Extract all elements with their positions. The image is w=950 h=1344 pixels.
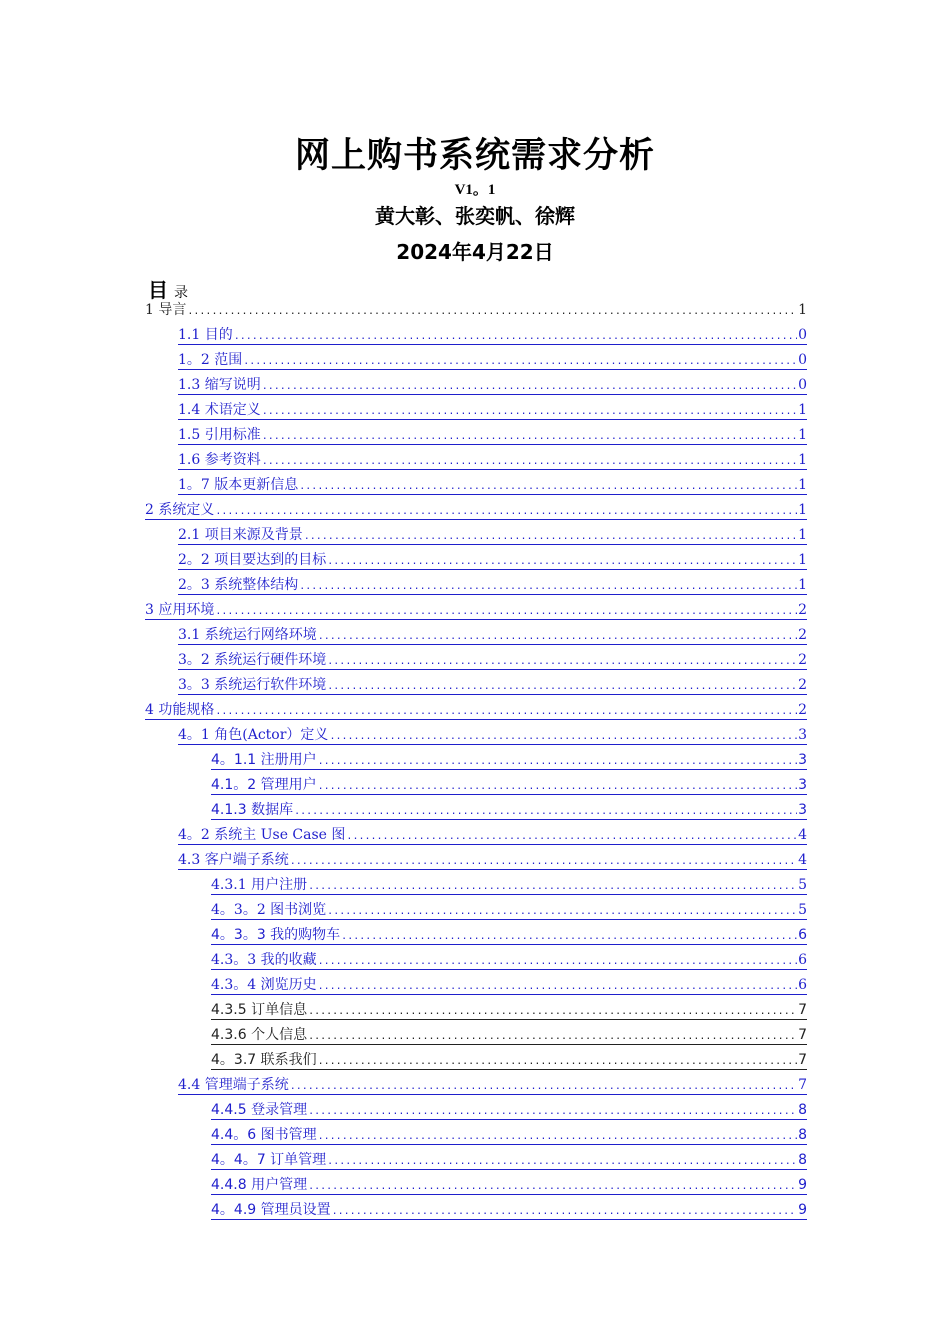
toc-entry[interactable]: 4.1.3 数据库 ..... 3 (211, 799, 807, 820)
toc-entry[interactable]: 3。2 系统运行硬件环境 ..... 2 (178, 649, 807, 670)
toc-entry[interactable]: 1.1 目的 ..... 0 (178, 324, 807, 345)
toc-entry[interactable]: 2。2 项目要达到的目标 ..... 1 (178, 549, 807, 570)
toc-entry[interactable]: 4.1。2 管理用户 ..... 3 (211, 774, 807, 795)
toc-entry[interactable]: 2 系统定义 ..... 1 (145, 499, 807, 520)
toc-entry[interactable]: 1.5 引用标准 ..... 1 (178, 424, 807, 445)
toc-entry[interactable]: 4.3.6 个人信息 ..... 7 (211, 1024, 807, 1045)
document-version: V1。1 (454, 182, 496, 198)
toc-entry[interactable]: 4.4.8 用户管理 ..... 9 (211, 1174, 807, 1195)
toc-entry[interactable]: 4。2 系统主 Use Case 图 ..... 4 (178, 824, 807, 845)
document-authors: 黄大彰、张奕帆、徐辉 (375, 204, 575, 228)
toc-entry[interactable]: 4.3。4 浏览历史 ..... 6 (211, 974, 807, 995)
toc-heading-small: 录 (174, 285, 188, 301)
toc-heading-big: 目 (148, 278, 168, 302)
toc-entry[interactable]: 4 功能规格 ..... 2 (145, 699, 807, 720)
toc-entry[interactable]: 4.3 客户端子系统 ..... 4 (178, 849, 807, 870)
toc-entry[interactable]: 4.3。3 我的收藏 ..... 6 (211, 949, 807, 970)
toc-entry[interactable]: 4。4。7 订单管理 ..... 8 (211, 1149, 807, 1170)
toc-entry[interactable]: 1。2 范围 ..... 0 (178, 349, 807, 370)
toc-entry[interactable]: 1。7 版本更新信息 ..... 1 (178, 474, 807, 495)
toc-entry[interactable]: 2。3 系统整体结构 ..... 1 (178, 574, 807, 595)
toc-entry[interactable]: 4。1 角色(Actor）定义 ..... 3 (178, 724, 807, 745)
toc-entry[interactable]: 4。1.1 注册用户 ..... 3 (211, 749, 807, 770)
toc-entry[interactable]: 4。3。3 我的购物车 ..... 6 (211, 924, 807, 945)
toc-entry[interactable]: 1.6 参考资料 ..... 1 (178, 449, 807, 470)
toc-entry[interactable]: 4.3.1 用户注册 ..... 5 (211, 874, 807, 895)
toc-entry[interactable]: 4.4 管理端子系统 ..... 7 (178, 1074, 807, 1095)
toc-entry[interactable]: 4。3。2 图书浏览 ..... 5 (211, 899, 807, 920)
toc-entry[interactable]: 3 应用环境 ..... 2 (145, 599, 807, 620)
toc-entry[interactable]: 2.1 项目来源及背景 ..... 1 (178, 524, 807, 545)
toc-entry[interactable]: 1 导言 ..... 1 (145, 299, 807, 321)
toc-entry[interactable]: 3.1 系统运行网络环境 ..... 2 (178, 624, 807, 645)
toc-entry[interactable]: 4。4.9 管理员设置 ..... 9 (211, 1199, 807, 1220)
toc-entry[interactable]: 4.3.5 订单信息 ..... 7 (211, 999, 807, 1020)
toc-entry[interactable]: 4.4.5 登录管理 ..... 8 (211, 1099, 807, 1120)
document-title: 网上购书系统需求分析 (294, 136, 655, 176)
toc-entry[interactable]: 4.4。6 图书管理 ..... 8 (211, 1124, 807, 1145)
toc-entry[interactable]: 1.3 缩写说明 ..... 0 (178, 374, 807, 395)
toc-entry[interactable]: 1.4 术语定义 ..... 1 (178, 399, 807, 420)
document-date: 2024年4月22日 (396, 240, 554, 264)
toc-entry[interactable]: 4。3.7 联系我们 ..... 7 (211, 1049, 807, 1070)
toc-entry[interactable]: 3。3 系统运行软件环境 ..... 2 (178, 674, 807, 695)
